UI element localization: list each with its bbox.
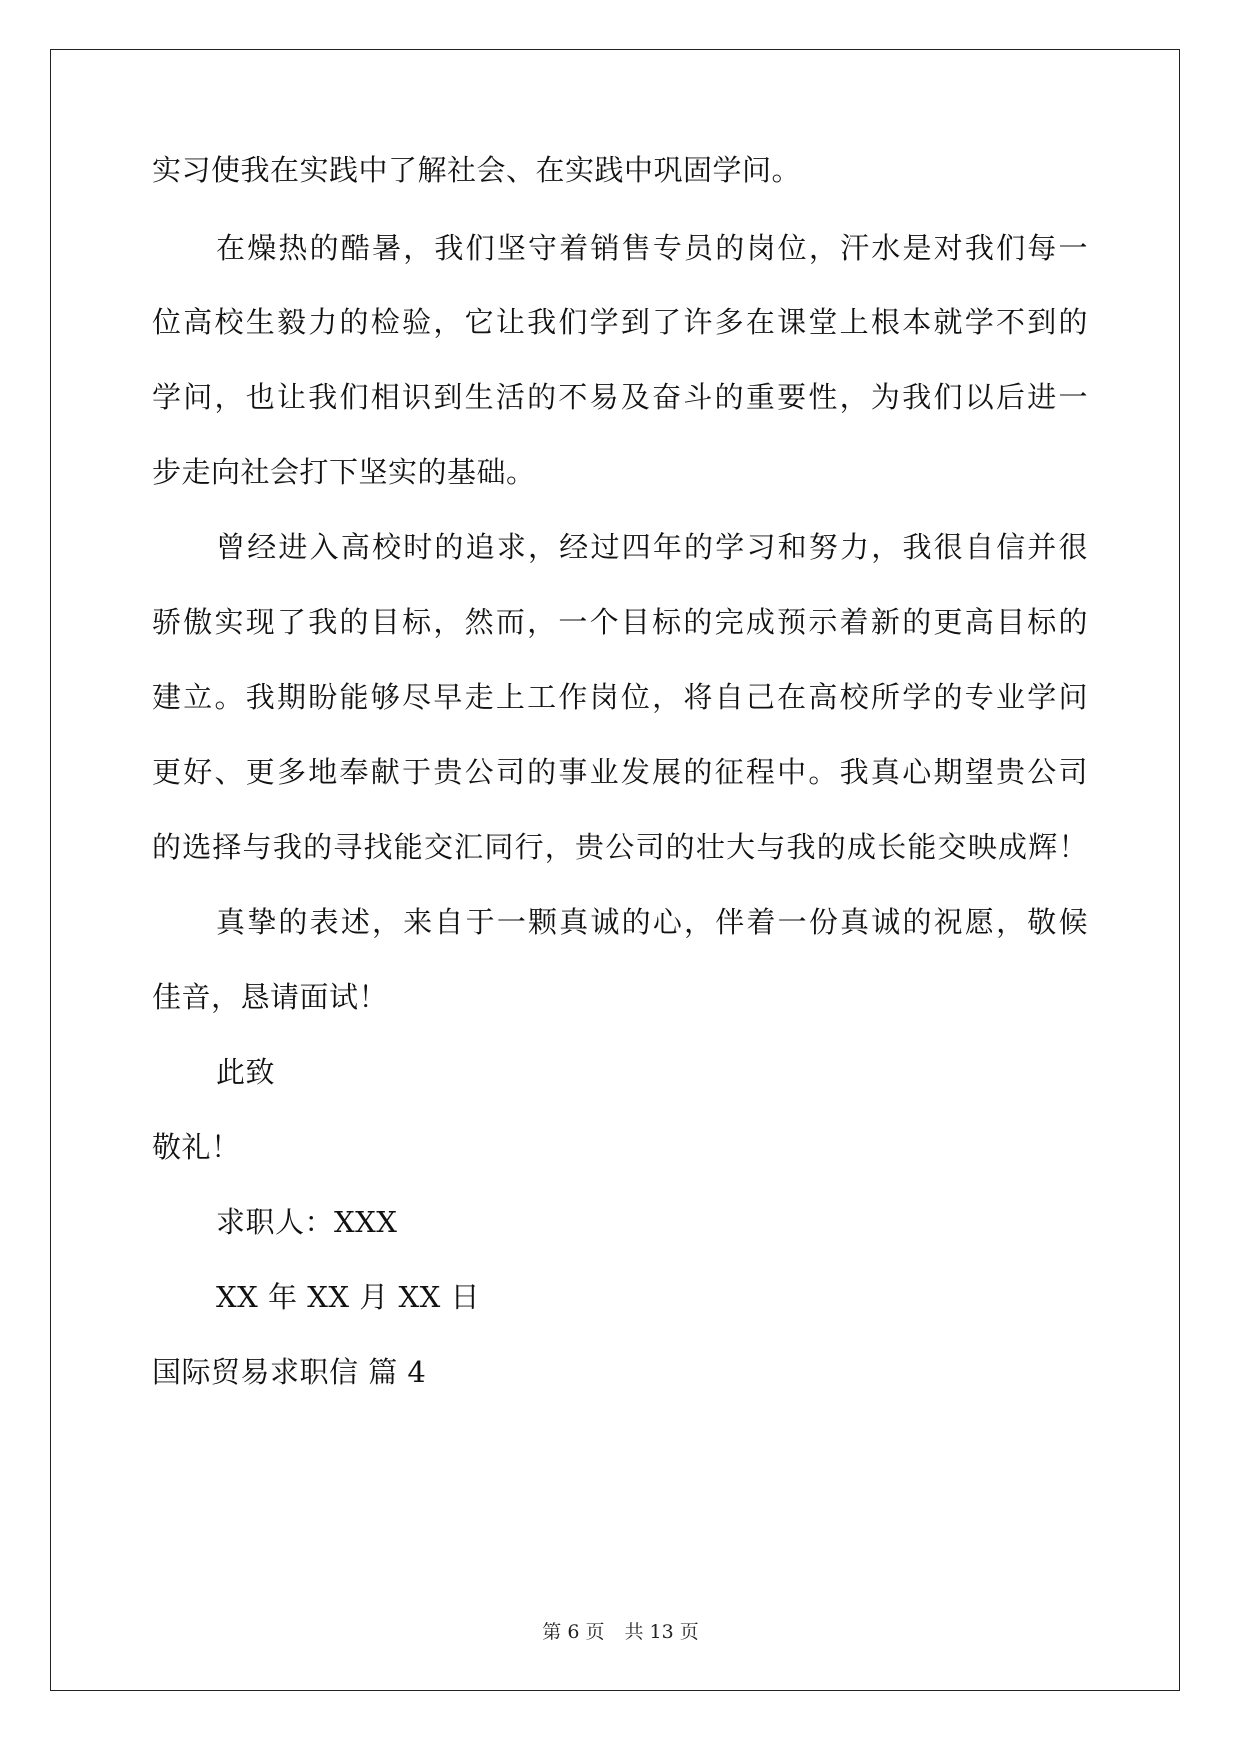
- page-border: [50, 49, 1180, 1691]
- paragraph-line: 真挚的表述，来自于一颗真诚的心，伴着一份真诚的祝愿，敬候: [216, 905, 1088, 939]
- paragraph-line: 更好、更多地奉献于贵公司的事业发展的征程中。我真心期望贵公司: [152, 755, 1088, 789]
- date-line: XX 年 XX 月 XX 日: [216, 1280, 480, 1314]
- paragraph-line: 学问，也让我们相识到生活的不易及奋斗的重要性，为我们以后进一: [152, 380, 1088, 414]
- paragraph-line: 曾经进入高校时的追求，经过四年的学习和努力，我很自信并很: [216, 530, 1088, 564]
- section-heading: 国际贸易求职信 篇 4: [152, 1355, 427, 1389]
- paragraph-line: 实习使我在实践中了解社会、在实践中巩固学问。: [152, 153, 802, 187]
- paragraph-line: 步走向社会打下坚实的基础。: [152, 455, 536, 489]
- paragraph-line: 的选择与我的寻找能交汇同行，贵公司的壮大与我的成长能交映成辉！: [152, 830, 1088, 864]
- paragraph-line: 建立。我期盼能够尽早走上工作岗位，将自己在高校所学的专业学问: [152, 680, 1088, 714]
- closing-line: 此致: [216, 1055, 276, 1089]
- paragraph-line: 在燥热的酷暑，我们坚守着销售专员的岗位，汗水是对我们每一: [216, 231, 1088, 265]
- paragraph-line: 骄傲实现了我的目标，然而，一个目标的完成预示着新的更高目标的: [152, 605, 1088, 639]
- paragraph-line: 佳音，恳请面试！: [152, 980, 389, 1014]
- total-pages: 共 13 页: [624, 1621, 699, 1643]
- paragraph-line: 位高校生毅力的检验，它让我们学到了许多在课堂上根本就学不到的: [152, 305, 1088, 339]
- salutation-line: 敬礼！: [152, 1130, 241, 1164]
- page-footer: [0, 1620, 1241, 1644]
- signature-line: 求职人：XXX: [216, 1205, 398, 1239]
- page-number: 第 6 页: [542, 1621, 605, 1643]
